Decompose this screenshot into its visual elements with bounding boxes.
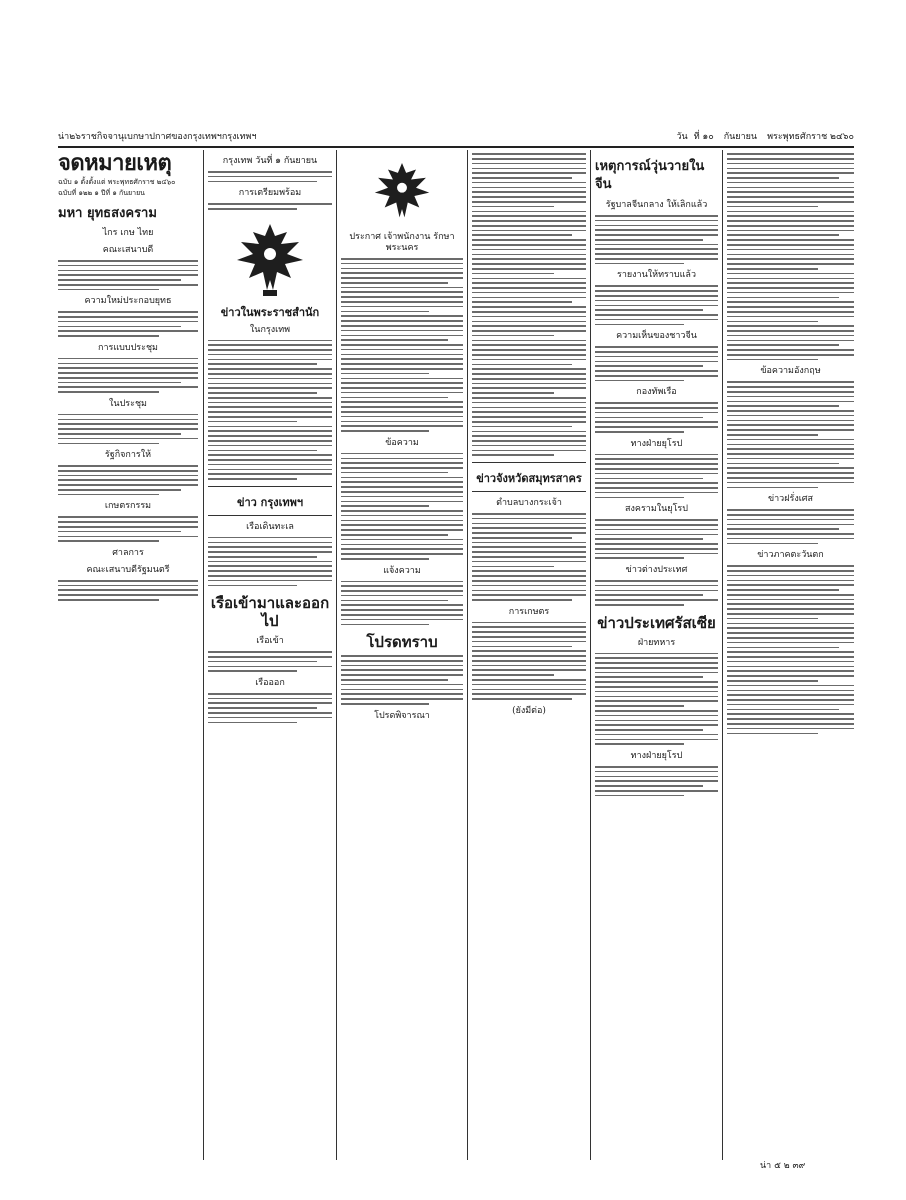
section-heading: ความใหม่ประกอบยุทธ [84,296,172,307]
russia-sub: ฝ่ายทหาร [637,637,676,648]
text-block [208,203,332,209]
text-block [58,414,198,444]
ships-in-heading: เรือเข้า [256,636,284,647]
page-number: น่า๒๖ [58,132,81,142]
shipping-list [208,693,332,723]
section-heading: รายงานให้ทราบแล้ว [617,270,696,281]
footer-page-ref: น่า ๕ ๒ ๓๙ [760,1161,806,1171]
text-block [208,537,332,586]
column-rule [722,150,723,1160]
column-rule [467,150,468,1160]
text-block [595,766,718,796]
bangkok-news-title: ข่าว กรุงเทพฯ [236,495,304,509]
masthead-sub: ฉบับ ๑ ตั้งตั้งแต่ พระพุทธศักราช ๒๔๖๐ [58,178,176,186]
samut-sakhon-sub: ตำบลบางกระเจ้า [496,498,562,508]
official-notice: ประกาศ เจ้าพนักงาน รักษา พระนคร [349,232,455,253]
section-heading: การแบบประชุม [98,342,158,353]
text-block [341,655,463,704]
column-4 [472,150,586,1160]
section-heading: การเตรียมพร้อม [238,188,302,199]
section-heading: ข้อความ [385,437,419,448]
text-block [727,565,854,734]
section-heading: ทางฝ่ายยุโรป [630,751,683,761]
section-heading: สงครามในยุโรป [625,504,688,515]
text-block [341,581,463,626]
section-heading: ข่าวภาคตะวันตก [757,550,824,561]
text-block [595,346,718,381]
garuda-emblem-icon [208,218,332,298]
section-heading: ในประชุม [109,398,147,409]
ships-out-heading: เรือออก [255,677,285,688]
publisher-name: ปกาศของกรุงเทพฯ [149,132,222,142]
section-heading: ข่าวฝรั่งเศส [767,494,814,505]
column-1 [58,150,198,1160]
text-block [595,653,718,745]
text-block [341,453,463,560]
column-6 [727,150,854,1160]
samut-sakhon-news-title: ข่าวจังหวัดสมุทรสาคร [476,472,582,485]
section-name: ราชกิจจานุเบกษา [80,132,150,142]
section-heading: ความเห็นของชาวจีน [616,331,697,342]
section-heading: ข่าวต่างประเทศ [625,565,688,576]
era-year: พระพุทธศักราช ๒๔๖๐ [767,132,854,142]
text-block [58,580,198,601]
text-block [595,519,718,559]
page-header [58,128,854,148]
text-block [58,516,198,542]
royal-court-sub: ในกรุงเทพ [249,324,291,335]
garuda-emblem-icon [341,158,463,224]
text-block [208,340,332,480]
china-sub: รัฐบาลจีนกลาง ให้เลิกแล้ว [605,200,708,210]
column-2 [208,150,332,1160]
city-name: กรุงเทพฯ [221,132,257,142]
section-heading: ข้อความอังกฤษ [760,366,821,377]
text-block [472,153,586,456]
section-heading: กองทัพเรือ [636,387,677,398]
russia-news-title: ข่าวประเทศรัสเซีย [597,613,716,632]
text-block [58,465,198,495]
royal-court-caption: ข่าวในพระราชสำนัก [220,305,320,319]
shipping-list [208,651,332,672]
section-heading: คณะเสนาบดีรัฐมนตรี [86,564,170,575]
column-rule [203,150,204,1160]
text-block [595,215,718,264]
text-block [727,509,854,544]
text-block [595,454,718,499]
section-heading: ทางฝ่ายยุโรป [630,438,683,449]
shipping-title: เรือเข้ามาและออกไป [210,594,330,631]
section-heading: เรือเดินทะเล [246,521,294,532]
text-block [58,260,198,290]
issue-line: ฉบับที่ ๑๒๒ ๑ ปีที่ ๑ กันยายน [58,189,145,197]
headline-war: มหา ยุทธสงคราม [58,206,157,221]
column-rule [590,150,591,1160]
notice-title: โปรดทราบ [366,633,438,652]
date-month: กันยายน [723,132,758,142]
section-heading: ศาลการ [112,547,144,558]
headline-war-sub: ไกร เกษ ไทย [102,228,154,238]
masthead: จดหมายเหตุ [58,150,172,176]
section-heading: รัฐกิจการให้ [104,450,152,461]
text-block [727,153,854,360]
text-block [472,622,586,700]
dateline: กรุงเทพ วันที่ ๑ กันยายน [222,156,318,166]
text-block [58,311,198,337]
china-headline: เหตุการณ์วุ่นวายในจีน [595,159,705,192]
column-3 [341,150,463,1160]
ad-title: โปรดพิจารณา [374,710,430,721]
text-block [727,381,854,488]
text-block [208,171,332,182]
text-block [595,580,718,606]
column-5 [595,150,718,1160]
text-block [595,402,718,432]
section-heading: แจ้งความ [383,565,421,576]
text-block [341,258,463,432]
continued-note: (ยังมีต่อ) [512,705,546,716]
date-day: ที่ ๑๐ [693,132,714,142]
section-heading: เกษตรกรรม [104,501,152,512]
column-rule [336,150,337,1160]
text-block [58,358,198,393]
newspaper-columns [58,150,854,1160]
text-block [472,513,586,601]
section-heading: การเกษตร [508,606,550,617]
text-block [595,285,718,325]
date-prefix: วัน [676,132,688,142]
section-heading: คณะเสนาบดี [102,245,154,255]
